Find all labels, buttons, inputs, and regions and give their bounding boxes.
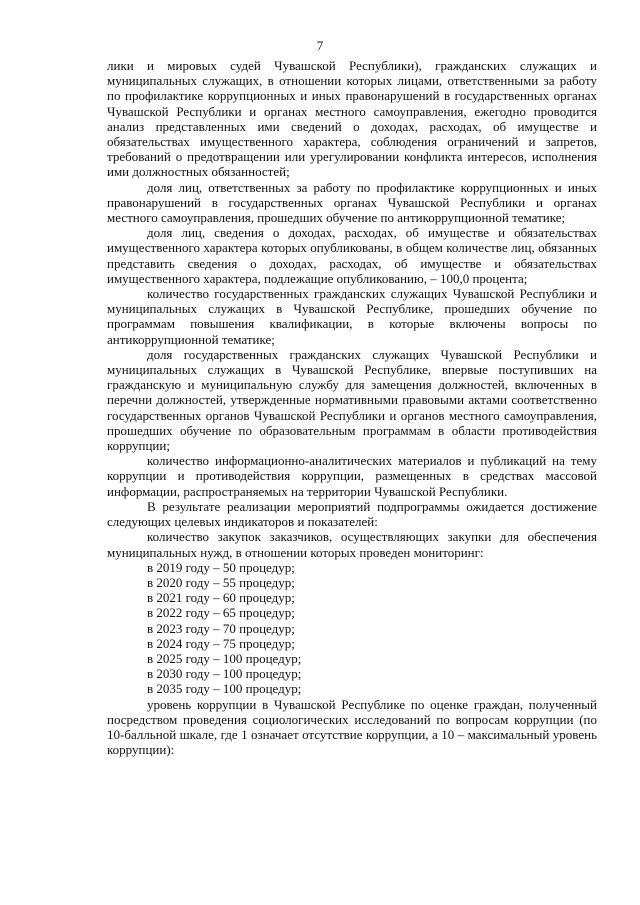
year-target-line: в 2025 году – 100 процедур; <box>147 650 302 666</box>
year-target-line: в 2022 году – 65 процедур; <box>147 605 295 621</box>
year-target-line: в 2024 году – 75 процедур; <box>147 635 295 651</box>
year-target-line: в 2035 году – 100 процедур; <box>147 681 302 697</box>
year-target-line: в 2021 году – 60 процедур; <box>147 590 295 606</box>
paragraph: количество информационно-аналитических материалов и публикаций на тему коррупции и противодействия коррупции, размещенных в средствах массовой информации, распространяемых на территории Чувашской Республики. <box>107 453 597 499</box>
paragraph: В результате реализации мероприятий подпрограммы ожидается достижение следующих целевых индикаторов и показателей: <box>107 498 597 530</box>
paragraph: количество закупок заказчиков, осуществляющих закупки для обеспечения муниципальных нужд, в отношении которых проведен мониторинг: <box>107 529 597 560</box>
body-text <box>107 58 597 757</box>
paragraph: доля лиц, ответственных за работу по профилактике коррупционных и иных правонарушений в государственных органах Чувашской Республики и органах местного самоуправления, прошедших обучение по антикоррупционной тематике; <box>107 179 597 226</box>
paragraph: лики и мировых судей Чувашской Республики), гражданских служащих и муниципальных служащих, в отношении которых лицами, ответственными за работу по профилактике коррупционных и иных правонарушений в государственных органах Чувашской Республики и органах местного самоуправления, ежегодно проводится анализ представленных ими сведений о доходах, расходах, об имуществе и обязательствах имущественного характера, соблюдения ограничений и запретов, требований о предотвращении или урегулировании конфликта интересов, исполнения ими должностных обязанностей; <box>107 58 597 180</box>
year-target-line: в 2019 году – 50 процедур; <box>147 559 295 575</box>
paragraph: количество государственных гражданских служащих Чувашской Республики и муниципальных служащих в Чувашской Республике, прошедших обучение по программам повышения квалификации, в которые включены вопросы по антикоррупционной тематике; <box>107 286 597 347</box>
page-number: 7 <box>316 38 324 53</box>
paragraph: доля лиц, сведения о доходах, расходах, об имуществе и обязательствах имущественного характера которых опубликованы, в общем количестве лиц, обязанных представить сведения о доходах, расходах, об имуществе и обязательствах имущественного характера, подлежащие опубликованию, – 100,0 процента; <box>107 225 597 286</box>
paragraph: доля государственных гражданских служащих Чувашской Республики и муниципальных служащих в Чувашской Республике, впервые поступивших на гражданскую и муниципальную службу для замещения должностей, включенных в перечни должностей, утвержденные нормативными правовыми актами соответственно государственных органов Чувашской Республики и органов местного самоуправления, прошедших обучение по образовательным программам в области противодействия коррупции; <box>107 346 597 454</box>
year-target-line: в 2030 году – 100 процедур; <box>147 666 302 682</box>
year-target-line: в 2020 году – 55 процедур; <box>147 574 295 590</box>
year-target-line: в 2023 году – 70 процедур; <box>147 620 295 636</box>
paragraph: уровень коррупции в Чувашской Республике по оценке граждан, полученный посредством проведения социологических исследований по вопросам коррупции (по 10-балльной шкале, где 1 означает отсутствие коррупции, а 10 – максимальный уровень коррупции): <box>107 696 597 758</box>
